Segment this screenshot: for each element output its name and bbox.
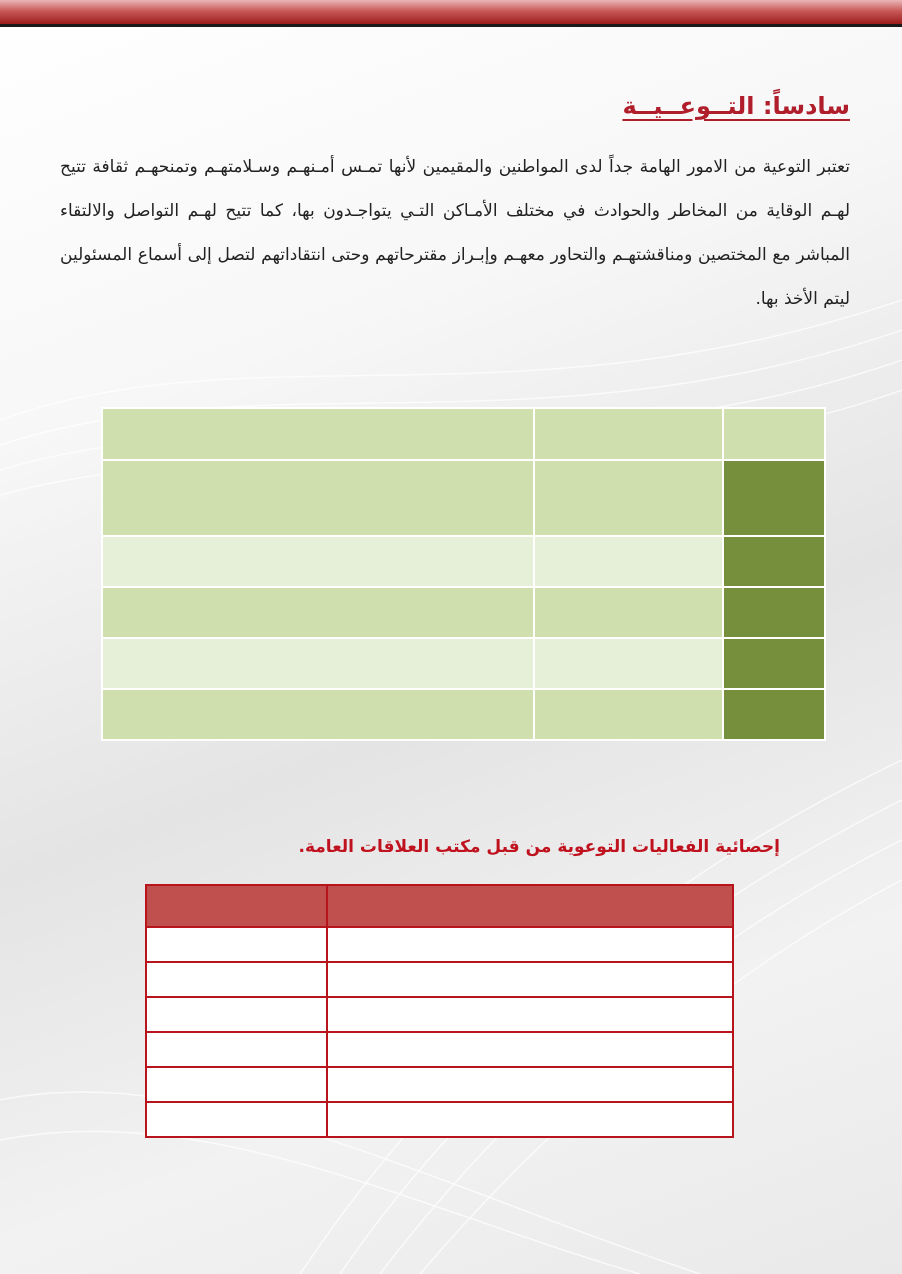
table-cell — [146, 927, 327, 962]
table-number-cell — [723, 460, 825, 536]
table-row — [102, 587, 825, 638]
table-cell — [146, 1067, 327, 1102]
table-row — [102, 460, 825, 536]
table-row — [146, 927, 733, 962]
table-cell — [534, 638, 723, 689]
top-header-rule — [0, 24, 902, 27]
table-header-cell — [146, 885, 327, 927]
events-stats-table — [145, 884, 734, 1138]
table-cell — [534, 587, 723, 638]
table-cell — [534, 689, 723, 740]
table-cell — [146, 1032, 327, 1067]
table-cell — [534, 460, 723, 536]
table-cell — [146, 997, 327, 1032]
awareness-table-header-row — [102, 408, 825, 460]
table-cell — [327, 997, 733, 1032]
table-cell — [327, 1102, 733, 1137]
table-cell — [102, 638, 534, 689]
table-cell — [102, 587, 534, 638]
table-cell — [327, 927, 733, 962]
table-number-cell — [723, 536, 825, 587]
table-cell — [102, 689, 534, 740]
table-header-cell — [327, 885, 733, 927]
table-row — [146, 962, 733, 997]
top-header-band — [0, 0, 902, 24]
table-header-cell — [534, 408, 723, 460]
table-row — [102, 638, 825, 689]
table-cell — [534, 536, 723, 587]
events-stats-title: إحصائية الفعاليات التوعوية من قبل مكتب العلاقات العامة. — [298, 837, 780, 857]
awareness-intro-paragraph: تعتبر التوعية من الامور الهامة جداً لدى المواطنين والمقيمين لأنها تمـس أمـنهـم وسـلامتهـم وتمنحهـم ثقافة تتيح لهـم الوقاية من المخاطر والحوادث في مختلف الأمـاكن التـي يتواجـدون بها، كما تتيح لهـم التواصل والالتقاء المباشر مع المختصين ومناقشتهـم والتحاور معهـم وإبـراز مقترحاتهم وحتى انتقاداتهم لتصل إلى أسماع المسئولين ليتم الأخذ بها. — [60, 157, 850, 309]
table-number-cell — [723, 689, 825, 740]
table-number-cell — [723, 587, 825, 638]
table-cell — [102, 460, 534, 536]
table-row — [146, 1032, 733, 1067]
events-stats-header-row — [146, 885, 733, 927]
table-row — [102, 689, 825, 740]
table-cell — [327, 962, 733, 997]
table-row — [146, 1067, 733, 1102]
table-cell — [146, 962, 327, 997]
table-row — [102, 536, 825, 587]
awareness-table — [101, 407, 826, 741]
table-header-cell — [723, 408, 825, 460]
table-row — [146, 997, 733, 1032]
table-cell — [327, 1067, 733, 1102]
table-cell — [327, 1032, 733, 1067]
table-cell — [102, 536, 534, 587]
table-cell — [146, 1102, 327, 1137]
table-number-cell — [723, 638, 825, 689]
section-title: سادساً: التــوعــيــة — [622, 92, 850, 120]
table-row — [146, 1102, 733, 1137]
table-header-cell — [102, 408, 534, 460]
